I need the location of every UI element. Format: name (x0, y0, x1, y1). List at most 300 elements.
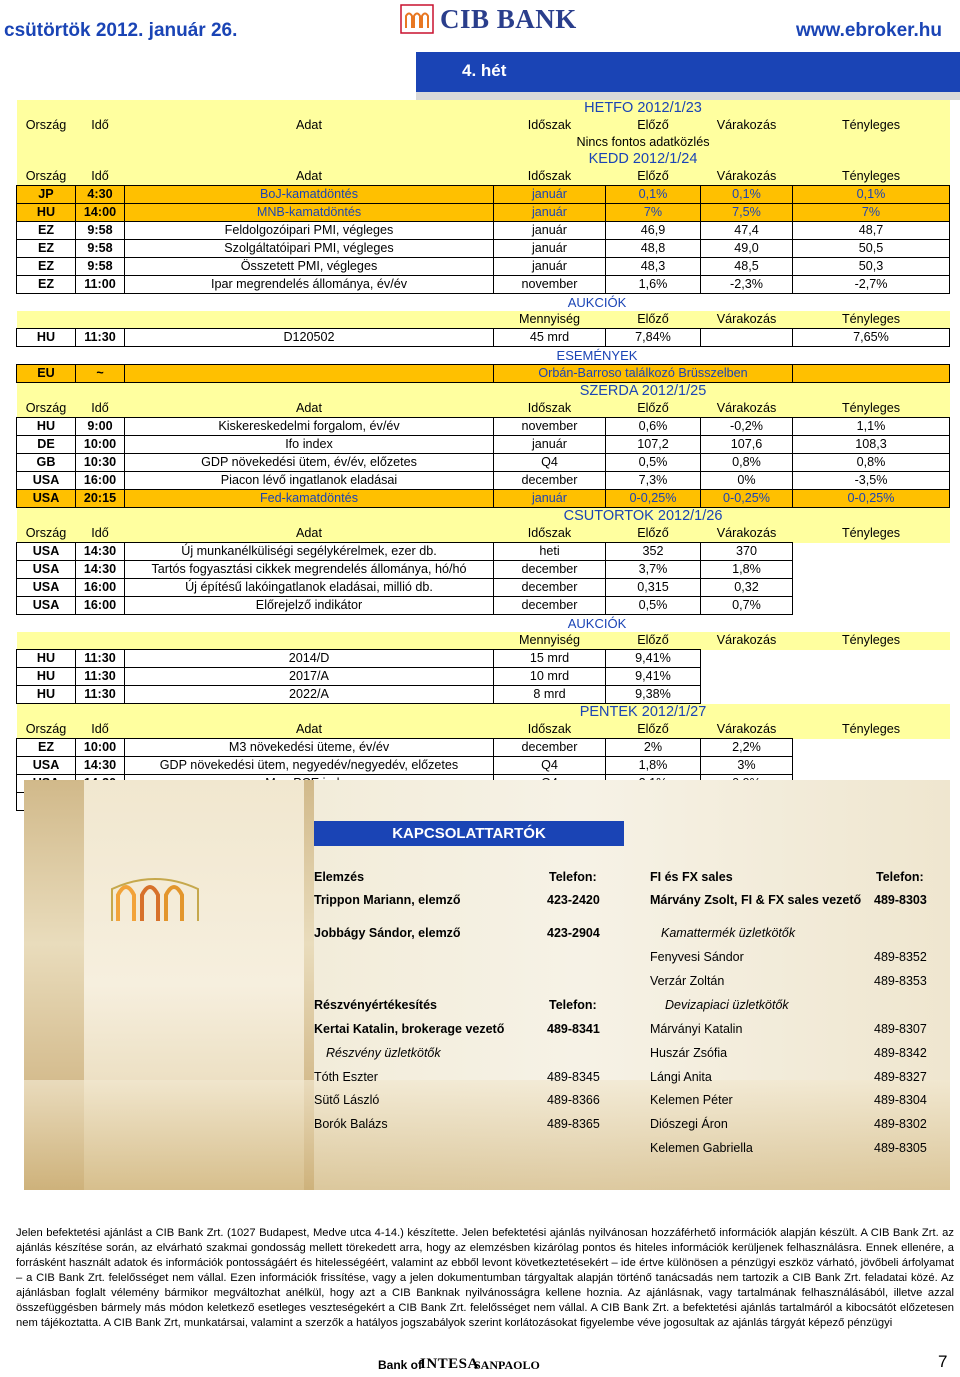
bank-of-label: Bank of (378, 1358, 423, 1372)
table-row (17, 739, 950, 757)
data-cell: Új munkanélküliségi segélykérelmek, ezer db. (125, 543, 494, 561)
country-cell: USA (17, 543, 76, 561)
table-row (17, 490, 950, 508)
day-header-row (17, 508, 950, 526)
expected-cell (701, 686, 793, 704)
country-cell: EZ (17, 258, 76, 276)
previous-cell: 1,6% (606, 276, 701, 294)
auction-row (17, 686, 950, 704)
contact-phone: 423-2904 (547, 926, 600, 940)
table-cell (17, 632, 494, 650)
country-cell: HU (17, 668, 76, 686)
period-cell: Q4 (494, 757, 606, 775)
expected-cell: -0,2% (701, 418, 793, 436)
time-cell: 14:30 (76, 561, 125, 579)
schedule-table (16, 100, 950, 811)
table-cell (125, 365, 494, 383)
subsection-label: Részvény üzletkötők (326, 1046, 441, 1060)
expected-cell: 3% (701, 757, 793, 775)
data-cell: Új építésű lakóingatlanok eladásai, millió db. (125, 579, 494, 597)
actual-cell: -2,7% (793, 276, 950, 294)
actual-cell (793, 650, 950, 668)
contact-phone: 489-8327 (874, 1070, 927, 1084)
column-header-varakozas: Várakozás (701, 632, 793, 650)
auction-row (17, 329, 950, 347)
period-cell: december (494, 597, 606, 615)
expected-cell: 370 (701, 543, 793, 561)
table-row (17, 418, 950, 436)
subsection-label: Kamattermék üzletkötők (661, 926, 796, 940)
expected-cell: 107,6 (701, 436, 793, 454)
previous-cell: 0,5% (606, 454, 701, 472)
event-cell: Orbán-Barroso találkozó Brüsszelben (494, 365, 793, 383)
actual-cell (793, 757, 950, 775)
period-cell: november (494, 276, 606, 294)
day-header-row (17, 100, 950, 117)
table-row (17, 258, 950, 276)
period-cell: heti (494, 543, 606, 561)
page-number: 7 (938, 1352, 948, 1371)
time-cell: 14:30 (76, 757, 125, 775)
expected-cell: 0,7% (701, 597, 793, 615)
section-label: Részvényértékesítés (314, 998, 437, 1012)
previous-cell: 3,7% (606, 561, 701, 579)
contact-name: Fenyvesi Sándor (650, 950, 744, 964)
country-cell: DE (17, 436, 76, 454)
table-cell (17, 151, 494, 168)
data-cell: BoJ-kamatdöntés (125, 186, 494, 204)
no-data-note: Nincs fontos adatközlés (494, 134, 793, 151)
actual-cell (793, 739, 950, 757)
contact-phone: 423-2420 (547, 893, 600, 907)
column-header-elozo: Előző (606, 311, 701, 329)
previous-cell: 7,3% (606, 472, 701, 490)
column-header-mennyiseg: Mennyiség (494, 632, 606, 650)
column-header-varakozas: Várakozás (701, 117, 793, 134)
country-cell: HU (17, 329, 76, 347)
table-row (17, 543, 950, 561)
bank-name: CIB BANK (440, 4, 577, 34)
country-cell: USA (17, 757, 76, 775)
header-date: csütörtök 2012. január 26. (4, 20, 238, 41)
actual-cell: 0-0,25% (793, 490, 950, 508)
day-title: CSUTORTOK 2012/1/26 (494, 508, 793, 526)
period-cell: január (494, 436, 606, 454)
previous-cell: 2% (606, 739, 701, 757)
actual-cell: 7% (793, 204, 950, 222)
expected-cell: 0,1% (701, 186, 793, 204)
security-cell: 2017/A (125, 668, 494, 686)
period-cell: december (494, 472, 606, 490)
note-row (17, 134, 950, 151)
contacts-title: KAPCSOLATTARTÓK (314, 821, 624, 846)
security-cell: 2014/D (125, 650, 494, 668)
table-cell (17, 100, 494, 117)
header-site-link[interactable]: www.ebroker.hu (795, 20, 942, 41)
expected-cell: 2,2% (701, 739, 793, 757)
contact-phone: 489-8365 (547, 1117, 600, 1131)
contact-phone: 489-8302 (874, 1117, 927, 1131)
actual-cell: 7,65% (793, 329, 950, 347)
country-cell: USA (17, 579, 76, 597)
time-cell: 9:58 (76, 240, 125, 258)
contact-name: Márvány Zsolt, FI & FX sales vezető (650, 893, 862, 907)
column-header-mennyiseg: Mennyiség (494, 311, 606, 329)
column-header-tenyleges: Tényleges (793, 117, 950, 134)
contact-name: Márványi Katalin (650, 1022, 743, 1036)
country-cell: EU (17, 365, 76, 383)
column-header-adat: Adat (125, 168, 494, 186)
section-title: AUKCIÓK (494, 615, 701, 633)
column-header-tenyleges: Tényleges (793, 168, 950, 186)
previous-cell: 0,315 (606, 579, 701, 597)
contact-phone: 489-8303 (874, 893, 927, 907)
auction-header-row (17, 311, 950, 329)
previous-cell: 9,41% (606, 650, 701, 668)
time-cell: 9:58 (76, 222, 125, 240)
column-header-ido: Idő (76, 117, 125, 134)
country-cell: HU (17, 418, 76, 436)
security-cell: 2022/A (125, 686, 494, 704)
contact-name: Kelemen Gabriella (650, 1141, 753, 1155)
section-label: Elemzés (314, 870, 365, 884)
country-cell: HU (17, 686, 76, 704)
event-row (17, 365, 950, 383)
data-cell: Ipar megrendelés állománya, év/év (125, 276, 494, 294)
contact-name: Tóth Eszter (314, 1070, 378, 1084)
country-cell: EZ (17, 240, 76, 258)
expected-cell: 0,32 (701, 579, 793, 597)
quantity-cell: 45 mrd (494, 329, 606, 347)
cib-bank-logo (400, 4, 578, 34)
column-header-row (17, 721, 950, 739)
time-cell: 11:00 (76, 276, 125, 294)
actual-cell: 108,3 (793, 436, 950, 454)
column-header-adat: Adat (125, 525, 494, 543)
column-header-orszag: Ország (17, 400, 76, 418)
actual-cell: 48,7 (793, 222, 950, 240)
time-cell: 9:58 (76, 258, 125, 276)
period-cell: január (494, 258, 606, 276)
data-cell: GDP növekedési ütem, év/év, előzetes (125, 454, 494, 472)
column-header-ido: Idő (76, 168, 125, 186)
time-cell: 11:30 (76, 329, 125, 347)
country-cell: EZ (17, 276, 76, 294)
actual-cell: 1,1% (793, 418, 950, 436)
actual-cell (793, 686, 950, 704)
table-cell (17, 134, 494, 151)
contacts-panel (24, 780, 950, 1190)
contact-name: Lángi Anita (650, 1070, 712, 1084)
time-cell: 10:30 (76, 454, 125, 472)
column-header-idoszak: Időszak (494, 168, 606, 186)
previous-cell: 107,2 (606, 436, 701, 454)
day-header-row (17, 704, 950, 722)
phone-label: Telefon: (876, 870, 924, 884)
contact-name: Kelemen Péter (650, 1093, 733, 1107)
section-title: AUKCIÓK (494, 294, 701, 312)
decor-floor (24, 1080, 950, 1190)
security-cell: D120502 (125, 329, 494, 347)
table-row (17, 186, 950, 204)
column-header-idoszak: Időszak (494, 400, 606, 418)
column-header-elozo: Előző (606, 400, 701, 418)
auction-row (17, 668, 950, 686)
table-cell (793, 365, 950, 383)
country-cell: JP (17, 186, 76, 204)
period-cell: december (494, 739, 606, 757)
actual-cell: 0,8% (793, 454, 950, 472)
expected-cell: 1,8% (701, 561, 793, 579)
section-row (17, 347, 950, 365)
table-cell (17, 294, 494, 312)
expected-cell: 49,0 (701, 240, 793, 258)
expected-cell (701, 668, 793, 686)
column-header-row (17, 168, 950, 186)
country-cell: USA (17, 597, 76, 615)
column-header-adat: Adat (125, 117, 494, 134)
previous-cell: 46,9 (606, 222, 701, 240)
column-header-elozo: Előző (606, 632, 701, 650)
previous-cell: 0,1% (606, 186, 701, 204)
auction-header-row (17, 632, 950, 650)
previous-cell: 9,38% (606, 686, 701, 704)
day-header-row (17, 151, 950, 168)
table-cell (17, 347, 494, 365)
column-header-tenyleges: Tényleges (793, 721, 950, 739)
subsection-label: Devizapiaci üzletkötők (665, 998, 789, 1012)
expected-cell: -2,3% (701, 276, 793, 294)
actual-cell (793, 668, 950, 686)
table-cell (793, 100, 950, 117)
previous-cell: 7% (606, 204, 701, 222)
table-cell (17, 704, 494, 722)
period-cell: december (494, 561, 606, 579)
column-header-idoszak: Időszak (494, 117, 606, 134)
table-row (17, 597, 950, 615)
actual-cell: -3,5% (793, 472, 950, 490)
expected-cell (701, 650, 793, 668)
table-cell (793, 134, 950, 151)
column-header-row (17, 400, 950, 418)
data-cell: Előrejelző indikátor (125, 597, 494, 615)
column-header-ido: Idő (76, 721, 125, 739)
country-cell: GB (17, 454, 76, 472)
column-header-orszag: Ország (17, 721, 76, 739)
country-cell: HU (17, 650, 76, 668)
week-banner: 4. hét (416, 52, 960, 92)
previous-cell: 7,84% (606, 329, 701, 347)
table-cell (17, 508, 494, 526)
contact-phone: 489-8345 (547, 1070, 600, 1084)
table-row (17, 579, 950, 597)
day-title: SZERDA 2012/1/25 (494, 383, 793, 401)
previous-cell: 1,8% (606, 757, 701, 775)
column-header-tenyleges: Tényleges (793, 311, 950, 329)
data-cell: Feldolgozóipari PMI, végleges (125, 222, 494, 240)
phone-label: Telefon: (549, 870, 597, 884)
column-header-orszag: Ország (17, 117, 76, 134)
time-cell: 10:00 (76, 739, 125, 757)
actual-cell: 50,3 (793, 258, 950, 276)
data-cell: Piacon lévő ingatlanok eladásai (125, 472, 494, 490)
table-row (17, 222, 950, 240)
table-row (17, 204, 950, 222)
contact-phone: 489-8366 (547, 1093, 600, 1107)
contact-name: Borók Balázs (314, 1117, 388, 1131)
column-header-tenyleges: Tényleges (793, 632, 950, 650)
column-header-adat: Adat (125, 400, 494, 418)
table-row (17, 454, 950, 472)
intesa-logo-text: INTESA (420, 1356, 479, 1372)
section-row (17, 615, 950, 633)
contact-phone: 489-8353 (874, 974, 927, 988)
expected-cell (701, 329, 793, 347)
quantity-cell: 15 mrd (494, 650, 606, 668)
expected-cell: 7,5% (701, 204, 793, 222)
data-cell: Összetett PMI, végleges (125, 258, 494, 276)
previous-cell: 0-0,25% (606, 490, 701, 508)
auction-row (17, 650, 950, 668)
period-cell: január (494, 240, 606, 258)
data-cell: GDP növekedési ütem, negyedév/negyedév, előzetes (125, 757, 494, 775)
time-cell: 11:30 (76, 686, 125, 704)
table-cell (701, 615, 950, 633)
column-header-orszag: Ország (17, 168, 76, 186)
expected-cell: 0% (701, 472, 793, 490)
page-header (0, 0, 960, 58)
time-cell: 20:15 (76, 490, 125, 508)
actual-cell (793, 597, 950, 615)
contact-name: Verzár Zoltán (650, 974, 725, 988)
column-header-row (17, 525, 950, 543)
column-header-elozo: Előző (606, 721, 701, 739)
actual-cell (793, 561, 950, 579)
table-cell (793, 383, 950, 401)
column-header-idoszak: Időszak (494, 525, 606, 543)
disclaimer-text: Jelen befektetési ajánlást a CIB Bank Zrt. (1027 Budapest, Medve utca 4-14.) készítette. Jelen befektetési ajánlás nyilvánosan hozzáférhető információk alapján készült. A CIB Bank Zrt. az ajánlás készítése során, az elvárható szakmai gondosság mellett törekedett arra, hogy az elemzésben kizárólag pontos és hiteles információk kerüljenek felhasználásra. Ennek ellenére, a forrásként használt adatok és információk pontosságáért és hitelességéért, valamint az ebből levont következtetésekért – ide értve különösen a pénzügyi eszköz várható, jövőbeli árfolyamat – a CIB Bank Zrt. felelősséget nem vállal. Ezen információk frissítése, vagy a jelen dokumentumban tárgyaltak alapján történő tanácsadás nem tartozik a CIB Bank Zrt. feladatai közé. Az ajánlásban foglalt vélemény bármikor megváltozhat anélkül, hogy azt a CIB Banknak nyilvánosságra kellene hoznia. Az ajánlásnak, vagy tartalmának felhasználásából, illetve azzal összefüggésben bármely más módon keletkező esetleges veszteségekért a CIB Bank Zrt. felelősséget nem vállal. A CIB Bank Zrt. a befektetési ajánlás tartalmáról a kibocsátót előzetesen nem tájékoztatta. A CIB Bank Zrt, munkatársai, valamint a szerzők a hatályos jogszabályok szerint korlátozásokat figyelembe véve jogosultak az ajánlás tárgyát képező pénzügyi (16, 1227, 954, 1329)
day-title: KEDD 2012/1/24 (494, 151, 793, 168)
contact-phone: 489-8342 (874, 1046, 927, 1060)
data-cell: Szolgáltatóipari PMI, végleges (125, 240, 494, 258)
time-cell: 10:00 (76, 436, 125, 454)
contact-name: Huszár Zsófia (650, 1046, 728, 1060)
section-label: FI és FX sales (650, 870, 733, 884)
column-header-ido: Idő (76, 400, 125, 418)
day-title: PENTEK 2012/1/27 (494, 704, 793, 722)
phone-label: Telefon: (549, 998, 597, 1012)
previous-cell: 0,6% (606, 418, 701, 436)
time-cell: 11:30 (76, 650, 125, 668)
sanpaolo-logo-text: SANPAOLO (474, 1358, 540, 1372)
column-header-tenyleges: Tényleges (793, 400, 950, 418)
contact-name: Kertai Katalin, brokerage vezető (314, 1022, 505, 1036)
data-cell: MNB-kamatdöntés (125, 204, 494, 222)
day-header-row (17, 383, 950, 401)
column-header-varakozas: Várakozás (701, 311, 793, 329)
time-cell: 14:00 (76, 204, 125, 222)
time-cell: 4:30 (76, 186, 125, 204)
previous-cell: 9,41% (606, 668, 701, 686)
contact-name: Trippon Mariann, elemző (314, 893, 461, 907)
period-cell: január (494, 204, 606, 222)
table-cell (793, 508, 950, 526)
period-cell: november (494, 418, 606, 436)
actual-cell (793, 579, 950, 597)
country-cell: EZ (17, 739, 76, 757)
time-cell: 9:00 (76, 418, 125, 436)
table-row (17, 276, 950, 294)
table-cell (17, 311, 494, 329)
table-row (17, 472, 950, 490)
country-cell: HU (17, 204, 76, 222)
table-cell (17, 615, 494, 633)
time-cell: 16:00 (76, 472, 125, 490)
expected-cell: 48,5 (701, 258, 793, 276)
actual-cell: 0,1% (793, 186, 950, 204)
contact-phone: 489-8352 (874, 950, 927, 964)
previous-cell: 48,3 (606, 258, 701, 276)
table-cell (17, 383, 494, 401)
quantity-cell: 10 mrd (494, 668, 606, 686)
country-cell: USA (17, 561, 76, 579)
column-header-ido: Idő (76, 525, 125, 543)
country-cell: EZ (17, 222, 76, 240)
period-cell: január (494, 186, 606, 204)
column-header-varakozas: Várakozás (701, 525, 793, 543)
column-header-elozo: Előző (606, 117, 701, 134)
contact-name: Sütő László (314, 1093, 380, 1107)
table-cell (701, 347, 950, 365)
data-cell: Fed-kamatdöntés (125, 490, 494, 508)
table-cell (793, 704, 950, 722)
contact-name: Diószegi Áron (650, 1117, 728, 1131)
actual-cell: 50,5 (793, 240, 950, 258)
table-row (17, 561, 950, 579)
time-cell: 16:00 (76, 579, 125, 597)
period-cell: január (494, 490, 606, 508)
previous-cell: 352 (606, 543, 701, 561)
contact-phone: 489-8341 (547, 1022, 600, 1036)
time-cell: 16:00 (76, 597, 125, 615)
time-cell: 14:30 (76, 543, 125, 561)
period-cell: Q4 (494, 454, 606, 472)
contact-phone: 489-8304 (874, 1093, 927, 1107)
time-cell: 11:30 (76, 668, 125, 686)
data-cell: Tartós fogyasztási cikkek megrendelés állománya, hó/hó (125, 561, 494, 579)
time-cell: ~ (76, 365, 125, 383)
week-strip (416, 92, 960, 100)
column-header-elozo: Előző (606, 168, 701, 186)
column-header-varakozas: Várakozás (701, 721, 793, 739)
data-cell: Kiskereskedelmi forgalom, év/év (125, 418, 494, 436)
column-header-adat: Adat (125, 721, 494, 739)
period-cell: december (494, 579, 606, 597)
table-cell (793, 151, 950, 168)
table-cell (701, 294, 950, 312)
cib-logo-icon (400, 4, 434, 34)
column-header-elozo: Előző (606, 525, 701, 543)
section-title: ESEMÉNYEK (494, 347, 701, 365)
table-row (17, 436, 950, 454)
table-row (17, 240, 950, 258)
country-cell: USA (17, 490, 76, 508)
column-header-varakozas: Várakozás (701, 400, 793, 418)
column-header-tenyleges: Tényleges (793, 525, 950, 543)
previous-cell: 0,5% (606, 597, 701, 615)
previous-cell: 48,8 (606, 240, 701, 258)
period-cell: január (494, 222, 606, 240)
